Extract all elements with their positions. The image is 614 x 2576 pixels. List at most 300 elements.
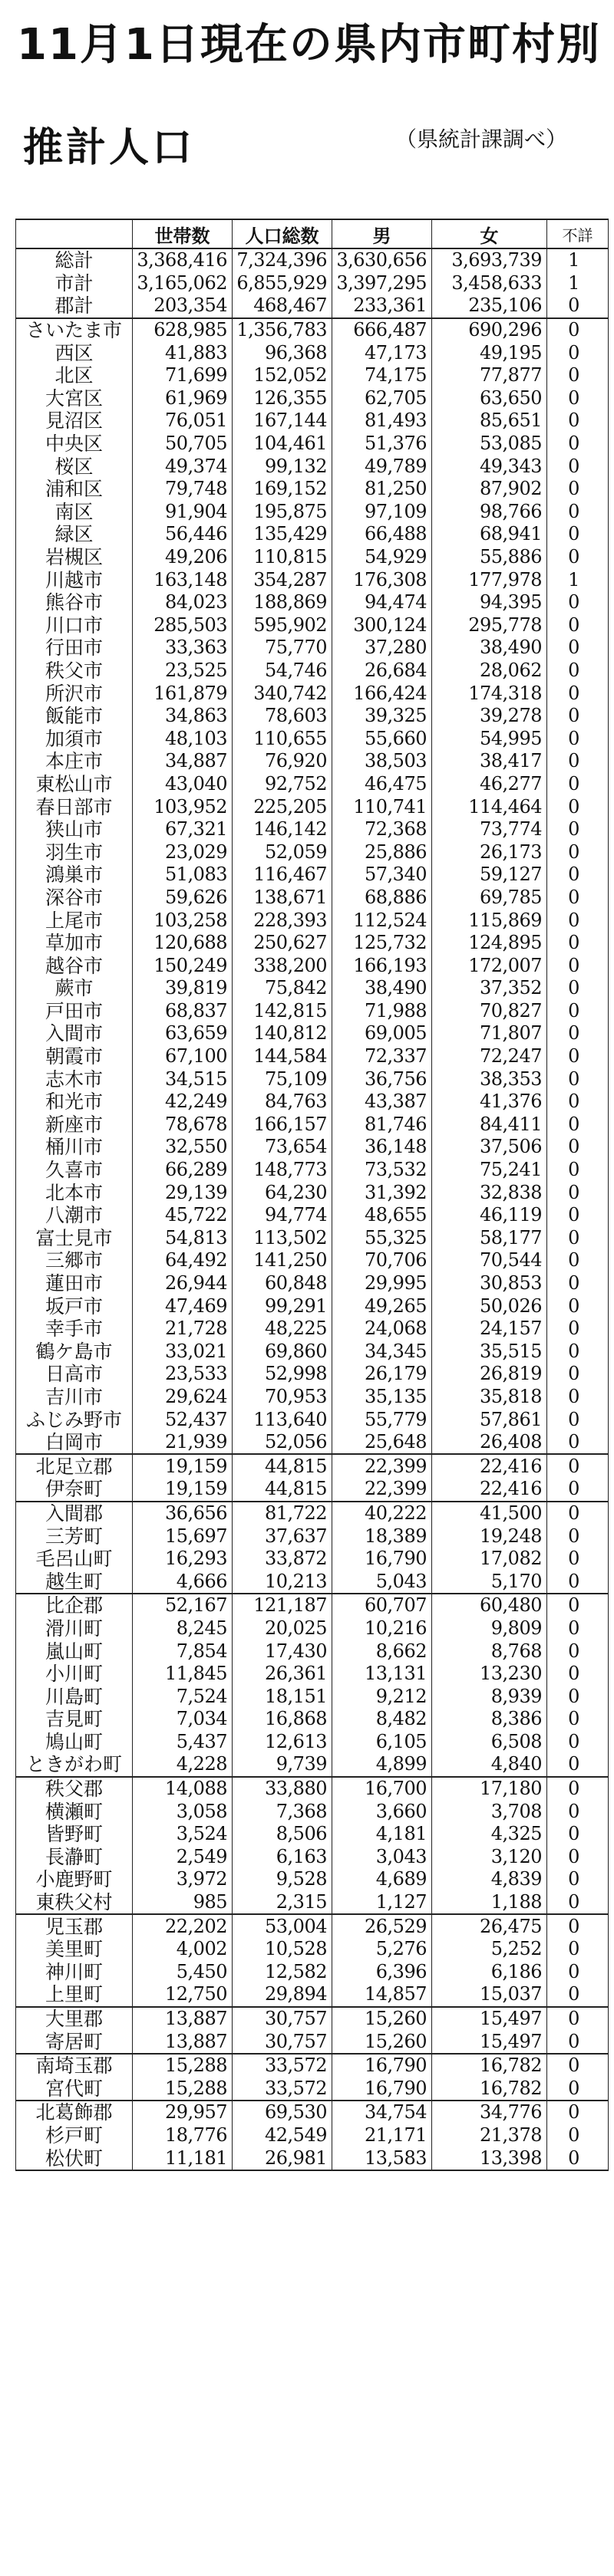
table-row [16, 1159, 609, 1182]
municipality-name: 吉見町 [16, 1708, 133, 1731]
population-cell: 9,739 [233, 1753, 332, 1777]
households-cell: 163,148 [133, 568, 233, 591]
table-row [16, 433, 609, 456]
table-row [16, 614, 609, 637]
population-cell: 10,213 [233, 1570, 332, 1594]
male-cell: 40,222 [332, 1502, 432, 1525]
municipality-name: 草加市 [16, 932, 133, 955]
municipality-name: 秩父郡 [16, 1777, 133, 1801]
female-cell: 124,895 [432, 932, 547, 955]
column-header-households: 世帯数 [133, 219, 233, 248]
unknown-cell: 0 [547, 660, 609, 683]
municipality-name: 秩父市 [16, 660, 133, 683]
households-cell: 203,354 [133, 294, 233, 318]
male-cell: 4,899 [332, 1753, 432, 1777]
households-cell: 34,887 [133, 750, 233, 773]
population-cell: 135,429 [233, 523, 332, 546]
households-cell: 628,985 [133, 318, 233, 342]
municipality-name: 美里町 [16, 1938, 133, 1961]
table-row [16, 1363, 609, 1386]
male-cell: 55,779 [332, 1408, 432, 1431]
households-cell: 48,103 [133, 727, 233, 750]
unknown-cell: 0 [547, 795, 609, 818]
population-cell: 141,250 [233, 1249, 332, 1272]
male-cell: 48,655 [332, 1204, 432, 1227]
households-cell: 103,952 [133, 795, 233, 818]
table-row [16, 637, 609, 660]
households-cell: 7,854 [133, 1640, 233, 1663]
municipality-name: 北足立郡 [16, 1454, 133, 1478]
population-cell: 18,151 [233, 1685, 332, 1708]
municipality-name: 羽生市 [16, 841, 133, 864]
households-cell: 22,202 [133, 1914, 233, 1938]
municipality-name: 入間郡 [16, 1502, 133, 1525]
population-cell: 166,157 [233, 1114, 332, 1137]
unknown-cell: 0 [547, 1525, 609, 1548]
population-cell: 340,742 [233, 682, 332, 705]
households-cell: 26,944 [133, 1272, 233, 1295]
district-row [16, 1502, 609, 1525]
unknown-cell: 0 [547, 1272, 609, 1295]
table-row [16, 410, 609, 433]
municipality-name: 中央区 [16, 433, 133, 456]
male-cell: 46,475 [332, 773, 432, 796]
female-cell: 8,386 [432, 1708, 547, 1731]
unknown-cell: 0 [547, 1431, 609, 1455]
female-cell: 690,296 [432, 318, 547, 342]
population-cell: 140,812 [233, 1022, 332, 1045]
male-cell: 26,179 [332, 1363, 432, 1386]
households-cell: 71,699 [133, 364, 233, 387]
households-cell: 13,887 [133, 2007, 233, 2031]
population-cell: 26,981 [233, 2147, 332, 2170]
table-row [16, 932, 609, 955]
unknown-cell: 0 [547, 1363, 609, 1386]
table-row [16, 795, 609, 818]
population-cell: 116,467 [233, 864, 332, 887]
male-cell: 43,387 [332, 1091, 432, 1114]
population-cell: 76,920 [233, 750, 332, 773]
table-row [16, 1617, 609, 1640]
male-cell: 3,397,295 [332, 272, 432, 295]
households-cell: 12,750 [133, 1983, 233, 2007]
unknown-cell: 0 [547, 1386, 609, 1409]
female-cell: 22,416 [432, 1478, 547, 1502]
unknown-cell: 0 [547, 523, 609, 546]
population-cell: 110,815 [233, 546, 332, 569]
municipality-name: 横瀬町 [16, 1800, 133, 1823]
male-cell: 16,700 [332, 1777, 432, 1801]
female-cell: 16,782 [432, 2078, 547, 2101]
male-cell: 57,340 [332, 864, 432, 887]
table-row [16, 682, 609, 705]
municipality-name: 三芳町 [16, 1525, 133, 1548]
table-row [16, 387, 609, 410]
municipality-name: 緑区 [16, 523, 133, 546]
male-cell: 37,280 [332, 637, 432, 660]
unknown-cell: 0 [547, 1868, 609, 1891]
households-cell: 51,083 [133, 864, 233, 887]
households-cell: 64,492 [133, 1249, 233, 1272]
table-row [16, 977, 609, 1000]
male-cell: 22,399 [332, 1478, 432, 1502]
unknown-cell: 0 [547, 1227, 609, 1250]
households-cell: 21,728 [133, 1318, 233, 1341]
population-cell: 6,855,929 [233, 272, 332, 295]
female-cell: 60,480 [432, 1594, 547, 1617]
population-cell: 228,393 [233, 909, 332, 932]
male-cell: 233,361 [332, 294, 432, 318]
households-cell: 150,249 [133, 954, 233, 977]
households-cell: 76,051 [133, 410, 233, 433]
table-row [16, 2078, 609, 2101]
female-cell: 3,693,739 [432, 248, 547, 272]
male-cell: 110,741 [332, 795, 432, 818]
unknown-cell: 0 [547, 2054, 609, 2078]
population-cell: 354,287 [233, 568, 332, 591]
table-row [16, 727, 609, 750]
households-cell: 29,139 [133, 1181, 233, 1204]
households-cell: 23,029 [133, 841, 233, 864]
municipality-name: さいたま市 [16, 318, 133, 342]
municipality-name: ときがわ町 [16, 1753, 133, 1777]
female-cell: 87,902 [432, 478, 547, 501]
municipality-name: 南区 [16, 501, 133, 524]
municipality-name: 入間市 [16, 1022, 133, 1045]
female-cell: 21,378 [432, 2124, 547, 2147]
table-body [16, 248, 609, 2170]
municipality-name: 本庄市 [16, 750, 133, 773]
table-row [16, 1204, 609, 1227]
population-cell: 12,613 [233, 1731, 332, 1754]
population-cell: 69,530 [233, 2101, 332, 2124]
households-cell: 11,181 [133, 2147, 233, 2170]
female-cell: 5,170 [432, 1570, 547, 1594]
unknown-cell: 0 [547, 591, 609, 614]
unknown-cell: 0 [547, 954, 609, 977]
population-cell: 81,722 [233, 1502, 332, 1525]
households-cell: 52,167 [133, 1594, 233, 1617]
table-row [16, 909, 609, 932]
male-cell: 36,148 [332, 1136, 432, 1159]
population-cell: 104,461 [233, 433, 332, 456]
municipality-name: 皆野町 [16, 1823, 133, 1846]
table-row [16, 248, 609, 272]
unknown-cell: 0 [547, 1295, 609, 1318]
male-cell: 22,399 [332, 1454, 432, 1478]
male-cell: 666,487 [332, 318, 432, 342]
female-cell: 26,173 [432, 841, 547, 864]
male-cell: 9,212 [332, 1685, 432, 1708]
female-cell: 6,186 [432, 1961, 547, 1984]
table-row [16, 2030, 609, 2054]
households-cell: 4,228 [133, 1753, 233, 1777]
population-cell: 8,506 [233, 1823, 332, 1846]
male-cell: 176,308 [332, 568, 432, 591]
table-row [16, 501, 609, 524]
unknown-cell: 0 [547, 1022, 609, 1045]
unknown-cell: 0 [547, 455, 609, 478]
population-table [15, 219, 609, 2171]
households-cell: 3,058 [133, 1800, 233, 1823]
female-cell: 38,490 [432, 637, 547, 660]
table-row [16, 1431, 609, 1455]
female-cell: 38,353 [432, 1068, 547, 1091]
municipality-name: 蓮田市 [16, 1272, 133, 1295]
female-cell: 6,508 [432, 1731, 547, 1754]
municipality-name: 越谷市 [16, 954, 133, 977]
table-row [16, 272, 609, 295]
households-cell: 63,659 [133, 1022, 233, 1045]
table-row [16, 841, 609, 864]
municipality-name: 久喜市 [16, 1159, 133, 1182]
population-cell: 250,627 [233, 932, 332, 955]
male-cell: 72,337 [332, 1045, 432, 1068]
female-cell: 4,325 [432, 1823, 547, 1846]
unknown-cell: 0 [547, 387, 609, 410]
municipality-name: 越生町 [16, 1570, 133, 1594]
female-cell: 24,157 [432, 1318, 547, 1341]
unknown-cell: 0 [547, 1663, 609, 1686]
unknown-cell: 0 [547, 932, 609, 955]
table-row [16, 1114, 609, 1137]
male-cell: 38,490 [332, 977, 432, 1000]
municipality-name: 桶川市 [16, 1136, 133, 1159]
municipality-name: 深谷市 [16, 887, 133, 910]
page-subtitle: 推計人口 [23, 125, 196, 171]
district-row [16, 2054, 609, 2078]
unknown-cell: 0 [547, 1685, 609, 1708]
female-cell: 38,417 [432, 750, 547, 773]
female-cell: 3,708 [432, 1800, 547, 1823]
male-cell: 73,532 [332, 1159, 432, 1182]
table-row [16, 1000, 609, 1023]
table-row [16, 1227, 609, 1250]
column-header-name [16, 219, 133, 248]
unknown-cell: 0 [547, 1114, 609, 1137]
households-cell: 41,883 [133, 341, 233, 364]
households-cell: 161,879 [133, 682, 233, 705]
unknown-cell: 0 [547, 546, 609, 569]
male-cell: 71,988 [332, 1000, 432, 1023]
households-cell: 5,437 [133, 1731, 233, 1754]
households-cell: 43,040 [133, 773, 233, 796]
table-row [16, 478, 609, 501]
unknown-cell: 0 [547, 1502, 609, 1525]
female-cell: 49,343 [432, 455, 547, 478]
municipality-name: 岩槻区 [16, 546, 133, 569]
municipality-name: 郡計 [16, 294, 133, 318]
male-cell: 24,068 [332, 1318, 432, 1341]
male-cell: 16,790 [332, 1548, 432, 1571]
households-cell: 78,678 [133, 1114, 233, 1137]
population-cell: 138,671 [233, 887, 332, 910]
unknown-cell: 0 [547, 1478, 609, 1502]
municipality-name: 大宮区 [16, 387, 133, 410]
households-cell: 66,289 [133, 1159, 233, 1182]
female-cell: 16,782 [432, 2054, 547, 2078]
male-cell: 25,886 [332, 841, 432, 864]
municipality-name: 和光市 [16, 1091, 133, 1114]
households-cell: 91,904 [133, 501, 233, 524]
households-cell: 84,023 [133, 591, 233, 614]
municipality-name: 浦和区 [16, 478, 133, 501]
municipality-name: 春日部市 [16, 795, 133, 818]
municipality-name: 杉戸町 [16, 2124, 133, 2147]
households-cell: 33,363 [133, 637, 233, 660]
households-cell: 14,088 [133, 1777, 233, 1801]
unknown-cell: 0 [547, 864, 609, 887]
female-cell: 4,840 [432, 1753, 547, 1777]
unknown-cell: 1 [547, 272, 609, 295]
district-row [16, 1454, 609, 1478]
unknown-cell: 0 [547, 1204, 609, 1227]
unknown-cell: 0 [547, 1594, 609, 1617]
municipality-name: 上里町 [16, 1983, 133, 2007]
population-cell: 9,528 [233, 1868, 332, 1891]
population-cell: 225,205 [233, 795, 332, 818]
households-cell: 23,525 [133, 660, 233, 683]
male-cell: 70,706 [332, 1249, 432, 1272]
population-cell: 69,860 [233, 1341, 332, 1364]
population-cell: 30,757 [233, 2030, 332, 2054]
unknown-cell: 0 [547, 818, 609, 841]
unknown-cell: 0 [547, 2124, 609, 2147]
table-row [16, 818, 609, 841]
district-row [16, 1777, 609, 1801]
households-cell: 79,748 [133, 478, 233, 501]
table-row [16, 1663, 609, 1686]
female-cell: 98,766 [432, 501, 547, 524]
unknown-cell: 0 [547, 887, 609, 910]
households-cell: 52,437 [133, 1408, 233, 1431]
male-cell: 5,276 [332, 1938, 432, 1961]
male-cell: 54,929 [332, 546, 432, 569]
table-row [16, 1045, 609, 1068]
unknown-cell: 0 [547, 1181, 609, 1204]
unknown-cell: 0 [547, 364, 609, 387]
households-cell: 67,321 [133, 818, 233, 841]
table-row [16, 1272, 609, 1295]
male-cell: 4,181 [332, 1823, 432, 1846]
households-cell: 21,939 [133, 1431, 233, 1455]
municipality-name: 川越市 [16, 568, 133, 591]
table-row [16, 887, 609, 910]
table-row [16, 591, 609, 614]
unknown-cell: 0 [547, 1318, 609, 1341]
population-cell: 92,752 [233, 773, 332, 796]
households-cell: 985 [133, 1891, 233, 1915]
households-cell: 49,374 [133, 455, 233, 478]
municipality-name: 鴻巣市 [16, 864, 133, 887]
male-cell: 38,503 [332, 750, 432, 773]
female-cell: 75,241 [432, 1159, 547, 1182]
table-row [16, 1846, 609, 1869]
population-cell: 84,763 [233, 1091, 332, 1114]
municipality-name: 大里郡 [16, 2007, 133, 2031]
female-cell: 115,869 [432, 909, 547, 932]
female-cell: 15,497 [432, 2030, 547, 2054]
male-cell: 8,662 [332, 1640, 432, 1663]
population-cell: 12,582 [233, 1961, 332, 1984]
female-cell: 70,544 [432, 1249, 547, 1272]
female-cell: 53,085 [432, 433, 547, 456]
male-cell: 8,482 [332, 1708, 432, 1731]
unknown-cell: 0 [547, 1708, 609, 1731]
female-cell: 84,411 [432, 1114, 547, 1137]
district-row [16, 2101, 609, 2124]
municipality-name: 志木市 [16, 1068, 133, 1091]
table-row [16, 523, 609, 546]
municipality-name: 行田市 [16, 637, 133, 660]
male-cell: 300,124 [332, 614, 432, 637]
municipality-name: 北本市 [16, 1181, 133, 1204]
male-cell: 66,488 [332, 523, 432, 546]
female-cell: 13,230 [432, 1663, 547, 1686]
table-row [16, 1249, 609, 1272]
households-cell: 120,688 [133, 932, 233, 955]
population-cell: 2,315 [233, 1891, 332, 1915]
households-cell: 36,656 [133, 1502, 233, 1525]
population-cell: 29,894 [233, 1983, 332, 2007]
table-row [16, 1640, 609, 1663]
households-cell: 7,524 [133, 1685, 233, 1708]
female-cell: 37,352 [432, 977, 547, 1000]
unknown-cell: 0 [547, 682, 609, 705]
households-cell: 32,550 [133, 1136, 233, 1159]
population-cell: 44,815 [233, 1454, 332, 1478]
male-cell: 81,250 [332, 478, 432, 501]
male-cell: 29,995 [332, 1272, 432, 1295]
municipality-name: 上尾市 [16, 909, 133, 932]
male-cell: 166,193 [332, 954, 432, 977]
municipality-name: 蕨市 [16, 977, 133, 1000]
male-cell: 21,171 [332, 2124, 432, 2147]
male-cell: 39,325 [332, 705, 432, 728]
households-cell: 34,863 [133, 705, 233, 728]
households-cell: 285,503 [133, 614, 233, 637]
column-header-unknown: 不詳 [547, 219, 609, 248]
male-cell: 6,105 [332, 1731, 432, 1754]
female-cell: 58,177 [432, 1227, 547, 1250]
male-cell: 81,493 [332, 410, 432, 433]
table-row [16, 1181, 609, 1204]
table-row [16, 1731, 609, 1754]
male-cell: 3,660 [332, 1800, 432, 1823]
male-cell: 69,005 [332, 1022, 432, 1045]
municipality-name: 児玉郡 [16, 1914, 133, 1938]
households-cell: 19,159 [133, 1478, 233, 1502]
municipality-name: 坂戸市 [16, 1295, 133, 1318]
table-row [16, 364, 609, 387]
female-cell: 22,416 [432, 1454, 547, 1478]
table-row [16, 773, 609, 796]
unknown-cell: 0 [547, 1777, 609, 1801]
table-row [16, 1386, 609, 1409]
municipality-name: 宮代町 [16, 2078, 133, 2101]
female-cell: 63,650 [432, 387, 547, 410]
unknown-cell: 0 [547, 1983, 609, 2007]
unknown-cell: 0 [547, 478, 609, 501]
female-cell: 37,506 [432, 1136, 547, 1159]
male-cell: 81,746 [332, 1114, 432, 1137]
female-cell: 41,376 [432, 1091, 547, 1114]
unknown-cell: 0 [547, 1823, 609, 1846]
male-cell: 55,660 [332, 727, 432, 750]
female-cell: 34,776 [432, 2101, 547, 2124]
male-cell: 16,790 [332, 2078, 432, 2101]
population-cell: 169,152 [233, 478, 332, 501]
